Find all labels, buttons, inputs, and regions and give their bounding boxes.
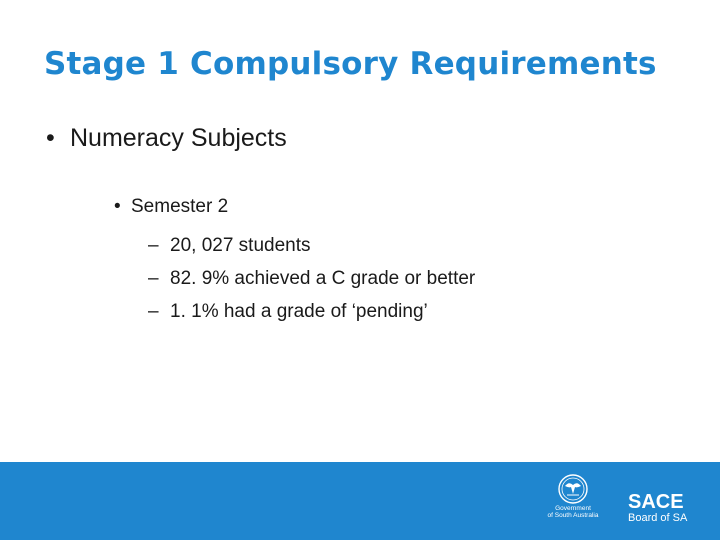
bullet-semester-2 <box>114 196 228 218</box>
dash-marker: – <box>148 235 159 256</box>
semester-stats-list <box>148 229 475 328</box>
gov-line-1: Government <box>555 505 591 512</box>
list-item <box>148 262 475 295</box>
sace-logo <box>628 492 687 525</box>
bullet-label: Numeracy Subjects <box>70 124 287 152</box>
list-item <box>148 295 475 328</box>
list-item-text: 20, 027 students <box>170 235 311 256</box>
sace-wordmark: SACE <box>628 491 684 513</box>
dash-marker: – <box>148 301 159 322</box>
slide-title: Stage 1 Compulsory Requirements <box>44 46 657 82</box>
dash-marker: – <box>148 268 159 289</box>
bullet-label: Semester 2 <box>131 196 229 217</box>
gov-line-2: of South Australia <box>547 512 599 519</box>
bullet-dot: • <box>114 196 121 217</box>
list-item-text: 82. 9% achieved a C grade or better <box>170 268 476 289</box>
list-item-text: 1. 1% had a grade of ‘pending’ <box>170 301 428 322</box>
government-wordmark <box>540 505 606 519</box>
sace-subtitle: Board of SA <box>628 512 688 524</box>
bullet-numeracy-subjects <box>46 124 287 153</box>
bullet-dot: • <box>46 124 55 152</box>
list-item <box>148 229 475 262</box>
footer-band <box>0 462 720 540</box>
